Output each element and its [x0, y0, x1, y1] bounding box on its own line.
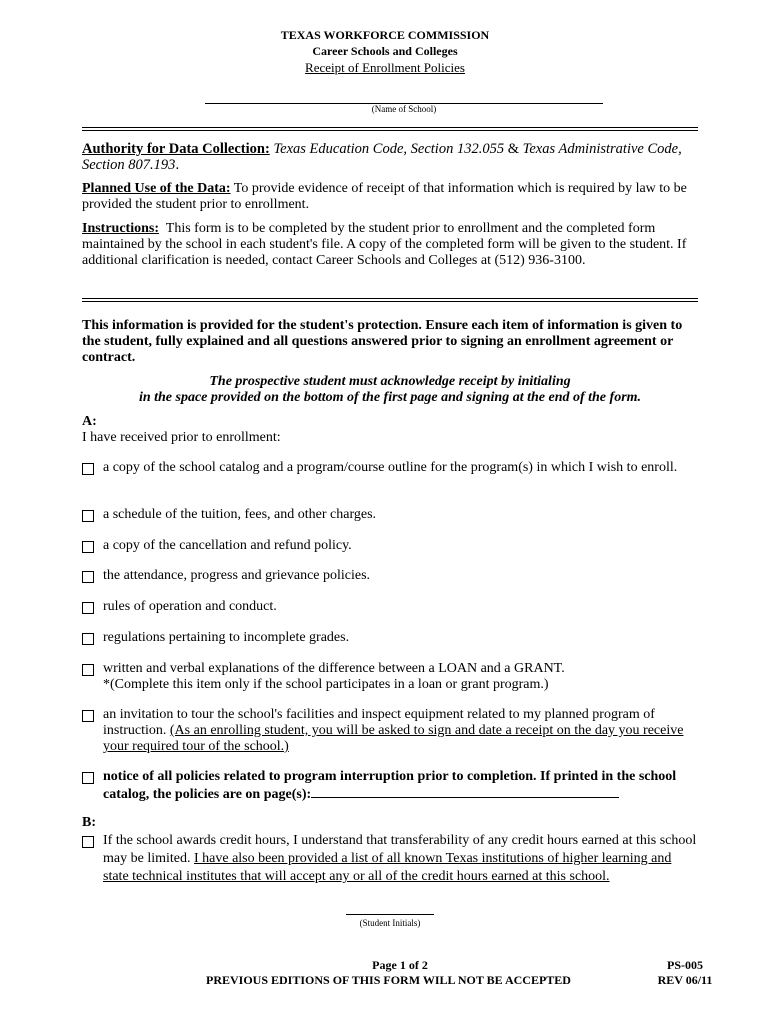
checkbox[interactable]: [82, 633, 94, 645]
planned-use-text: To provide evidence of receipt of that information which is required by law to be provided the student prior to enrollment.: [82, 181, 687, 212]
authority-amp: &: [507, 141, 519, 157]
authority-label: Authority for Data Collection:: [82, 141, 270, 157]
previous-editions-notice: PREVIOUS EDITIONS OF THIS FORM WILL NOT BE ACCEPTED: [206, 973, 571, 987]
student-initials-line[interactable]: [346, 914, 434, 915]
form-id: PS-005: [667, 958, 703, 972]
checkbox[interactable]: [82, 772, 94, 784]
authority-text-1: Texas Education Code, Section 132.055: [273, 141, 505, 157]
instructions-label: Instructions:: [82, 221, 160, 236]
instructions-text: This form is to be completed by the student prior to enrollment and the completed form maintained by the school in each student's file. A copy of the completed form will be given to the student. If additional clarification is needed, contact Career Schools and Colleges at (512) 936-3100.: [82, 221, 687, 268]
acknowledge-note: [82, 374, 698, 406]
checkbox[interactable]: [82, 602, 94, 614]
acknowledge-line-1: The prospective student must acknowledge receipt by initialing: [209, 374, 571, 389]
authority-text-2: Texas Administrative Code, Section 807.193: [82, 141, 682, 173]
agency-name: TEXAS WORKFORCE COMMISSION: [280, 28, 490, 42]
checkbox[interactable]: [82, 571, 94, 583]
instructions-section: [82, 221, 698, 269]
authority-section: Authority for Data Collection: Texas Education Code, Section 132.055 & Texas Administrative Code, Section 807.193.: [82, 141, 682, 173]
form-revision: REV 06/11: [657, 973, 713, 987]
checkbox[interactable]: [82, 710, 94, 722]
checkbox[interactable]: [82, 664, 94, 676]
checkbox[interactable]: [82, 510, 94, 522]
student-initials-caption: (Student Initials): [359, 918, 421, 928]
section-a-intro: I have received prior to enrollment:: [82, 430, 281, 445]
checkbox[interactable]: [82, 836, 94, 848]
checkbox[interactable]: [82, 541, 94, 553]
divider-top: [82, 127, 698, 131]
form-page: TEXAS WORKFORCE COMMISSION Career Schools and Colleges Receipt of Enrollment Policies (Name of School) Authority for Data Collection: Texas Education Code, Section 132.055 & Texas Administrative Code, Section 807.193. Planned Use of the Data: To provide evidence of receipt of that information which is required by law to be provided the student prior to enrollment. Instructions: This form is to be completed by the student prior to enrollment and the completed form maintained by the school in each student's file. A copy of the completed form will be given to the student. If additional clarification is needed, contact Career Schools and Colleges at (512) 936-3100. This information is provided for the student's protection. Ensure each item of information is given to the student, fully explained and all questions answered prior to signing an enrollment agreement or contract. The prospective student must acknowledge receipt by initialing in the space provided on the bottom of the first page and signing at the end of the form. A: I have received prior to enrollment: a copy of the school catalog and a program/course outline for the program(s) in which I wish to enroll. a schedule of the tuition, fees, and other charges. a copy of the cancellation and refund policy. the attendance, progress and grievance policies. rules of operation and conduct. regulations pertaining to incomplete grades. written and verbal explanations of the difference between a LOAN and a GRANT. *(Complete this item only if the school participates in a loan or grant program.) an invitation to tour the school's facilities and inspect equipment related to my planned program of instruction. (As an enrolling student, you will be asked to sign and date a receipt on the day you receive your required tour of the school.) notice of all policies related to program interruption prior to completion. If printed in the school catalog, the policies are on page(s): B: If the school awards credit hours, I understand that transferability of any credit hours earned at this school may be limited. I have also been provided a list of all known Texas institutions of higher learning and state technical institutes that will accept any or all of the credit hours earned at this school. (Student Initials) Page 1 of 2 PREVIOUS EDITIONS OF THIS FORM WILL NOT BE ACCEPTED PS-005 REV 06/11: [0, 0, 770, 1024]
planned-use-label: Planned Use of the Data:: [82, 181, 231, 196]
page-number: Page 1 of 2: [372, 958, 428, 972]
planned-use-section: [82, 181, 698, 213]
protection-notice: This information is provided for the student's protection. Ensure each item of information is given to the student, fully explained and all questions answered prior to signing an enrollment agreement or contract.: [82, 318, 683, 365]
school-name-caption: (Name of School): [371, 104, 437, 114]
checkbox[interactable]: [82, 463, 94, 475]
section-b-label: B:: [82, 815, 96, 830]
divider-middle: [82, 298, 698, 302]
division-name: Career Schools and Colleges: [312, 44, 458, 58]
section-a-label: A:: [82, 414, 97, 429]
page-numbers-blank[interactable]: [311, 785, 619, 798]
acknowledge-line-2: in the space provided on the bottom of the first page and signing at the end of the form.: [138, 390, 642, 405]
form-title: Receipt of Enrollment Policies: [305, 60, 465, 75]
